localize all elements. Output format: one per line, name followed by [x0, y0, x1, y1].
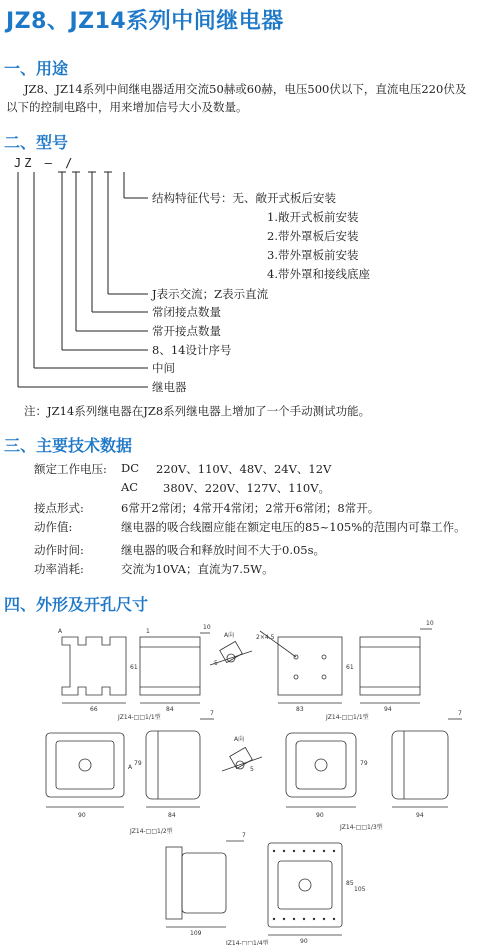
dim-94b-label: 94 — [416, 812, 424, 819]
dim-85-label: 85 — [346, 880, 354, 887]
dim-94-label: 94 — [384, 706, 392, 713]
caption-2: JZ14-□□1/1型 — [326, 714, 369, 721]
drawing-side-1 — [140, 633, 210, 703]
model-label-acdc: J表示交流；Z表示直流 — [152, 287, 269, 301]
drawing-cutout-2 — [260, 631, 342, 703]
drawing-side-5 — [166, 841, 244, 927]
model-code: JZ — / — [14, 156, 76, 170]
dc-label: DC — [121, 461, 140, 475]
section-usage-heading: 一、用途 — [4, 59, 69, 78]
usage-text-line1: JZ8、JZ14系列中间继电器适用交流50赫或60赫，电压500伏以下，直流电压220伏及 — [24, 82, 467, 96]
model-label-structure: 结构特征代号：无、敞开式板后安装 — [152, 191, 336, 205]
section-tech-heading: 三、主要技术数据 — [4, 436, 133, 455]
action-label: 动作值: — [34, 520, 73, 534]
dim-83-label: 83 — [296, 706, 304, 713]
dim-a2-label: A — [128, 764, 133, 771]
dim-105-label: 105 — [354, 886, 366, 893]
dimension-drawings — [0, 615, 483, 945]
dim-10b-label: 10 — [426, 620, 434, 627]
model-label-nc: 常闭接点数量 — [152, 305, 221, 319]
dim-7c-label: 7 — [242, 832, 246, 839]
dim-90c-label: 90 — [300, 938, 308, 945]
dim-7-label: 7 — [210, 710, 214, 717]
drawing-front-2 — [46, 733, 124, 807]
usage-text-line2: 以下的控制电路中，用来增加信号大小及数量。 — [6, 100, 248, 114]
dim-84b-label: 84 — [168, 812, 176, 819]
dim-66-label: 66 — [90, 706, 98, 713]
ac-label: AC — [121, 480, 139, 494]
drawing-front-3 — [286, 733, 356, 807]
power-label: 功率消耗: — [34, 562, 84, 576]
time-label: 动作时间: — [34, 543, 84, 557]
voltage-label: 额定工作电压: — [34, 462, 107, 476]
dim-5-label: 5 — [214, 660, 218, 667]
model-label-opt1: 1.敞开式板前安装 — [267, 210, 359, 224]
dim-10-label: 10 — [203, 624, 211, 631]
model-label-opt4: 4.带外罩和接线底座 — [267, 267, 370, 281]
dim-90-label: 90 — [78, 812, 86, 819]
contact-label: 接点形式: — [34, 501, 84, 515]
dim-a-label: A — [58, 628, 63, 635]
dim-7b-label: 7 — [458, 710, 462, 717]
dim-109-label: 109 — [190, 930, 202, 937]
caption-5: JZ14-□□1/4型 — [226, 940, 269, 945]
drawing-side-3 — [146, 719, 214, 807]
model-label-design: 8、14设计序号 — [152, 343, 232, 357]
action-value: 继电器的吸合线圈应能在额定电压的85~105%的范围内可靠工作。 — [121, 520, 466, 534]
dim-61-label: 61 — [130, 664, 138, 671]
dim-5b-label: 5 — [250, 766, 254, 773]
page-title: JZ8、JZ14系列中间继电器 — [6, 9, 284, 34]
section-model-heading: 二、型号 — [4, 133, 69, 152]
ac-values: 380V、220V、127V、110V。 — [163, 481, 331, 495]
aview-1-label: A向 — [224, 632, 235, 639]
dim-90b-label: 90 — [316, 812, 324, 819]
drawing-side-4 — [392, 719, 462, 807]
hole-label: 2×4.5 — [256, 634, 275, 641]
model-label-opt3: 3.带外罩板前安装 — [267, 248, 359, 262]
time-value: 继电器的吸合和释放时间不大于0.05s。 — [121, 543, 326, 557]
dim-84-label: 84 — [166, 706, 174, 713]
model-tree-lines — [0, 0, 483, 420]
caption-1: JZ14-□□1/1型 — [118, 714, 161, 721]
model-label-middle: 中间 — [152, 361, 175, 375]
drawing-cutout-1 — [62, 637, 126, 703]
caption-3: JZ14-□□1/2型 — [130, 828, 173, 835]
aview-2-label: A向 — [234, 736, 245, 743]
model-label-opt2: 2.带外罩板后安装 — [267, 229, 359, 243]
model-note: 注：JZ14系列继电器在JZ8系列继电器上增加了一个手动测试功能。 — [24, 404, 371, 418]
dim-1-label: 1 — [146, 628, 150, 635]
section-dims-heading: 四、外形及开孔尺寸 — [4, 595, 149, 614]
drawing-aview-2 — [222, 747, 262, 771]
model-label-no: 常开接点数量 — [152, 324, 221, 338]
dc-values: 220V、110V、48V、24V、12V — [156, 462, 332, 476]
model-label-relay: 继电器 — [152, 380, 187, 394]
contact-value: 6常开2常闭；4常开4常闭；2常开6常闭；8常开。 — [121, 501, 380, 515]
dim-79-label: 79 — [134, 760, 142, 767]
drawing-side-2 — [360, 629, 432, 703]
caption-4: JZ14-□□1/3型 — [340, 824, 383, 831]
power-value: 交流为10VA；直流为7.5W。 — [121, 562, 274, 576]
dim-79b-label: 79 — [360, 760, 368, 767]
dim-61b-label: 61 — [346, 664, 354, 671]
drawing-front-4 — [268, 843, 342, 935]
